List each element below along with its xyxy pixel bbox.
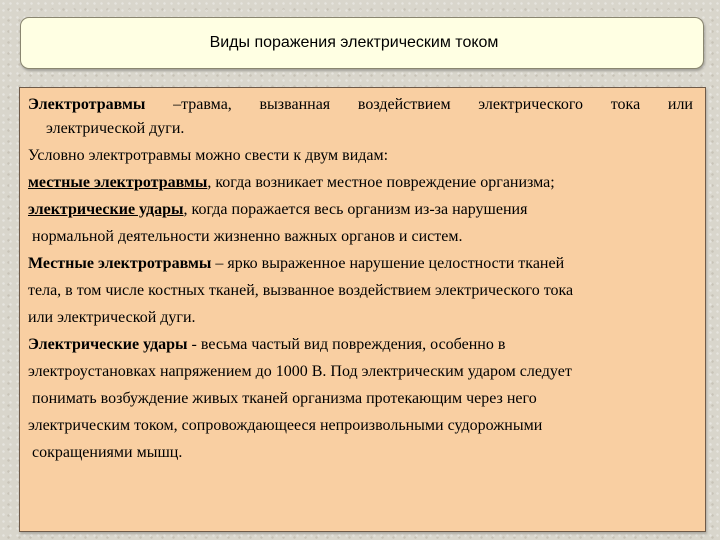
content-box: [19, 87, 706, 532]
term-electrotrauma: Электротравмы: [28, 96, 146, 113]
electric-shock-definition-line3: понимать возбуждение живых тканей организма протекающим через него: [32, 390, 537, 407]
term-local-electrotrauma-definition: Местные электротравмы: [28, 255, 212, 272]
classification-intro: Условно электротравмы можно свести к двум видам:: [28, 147, 389, 164]
local-electrotrauma-definition-text: – ярко выраженное нарушение целостности тканей: [211, 255, 565, 272]
local-electrotrauma-text: , когда возникает местное повреждение организма;: [207, 174, 555, 191]
local-electrotrauma-definition-line2: тела, в том числе костных тканей, вызванное воздействием электрического тока: [28, 282, 574, 299]
electric-shock-item: [28, 196, 527, 223]
term-electric-shock-definition: Электрические удары: [28, 336, 188, 353]
definition-electrotrauma-text: –травма, вызванная воздействием электрического тока или: [145, 96, 693, 113]
electric-shock-definition-text: - весьма частый вид повреждения, особенно в: [187, 336, 506, 353]
electric-shock-text: , когда поражается весь организм из-за нарушения: [183, 201, 528, 218]
local-electrotrauma-item: [28, 169, 555, 196]
electric-shock-definition-line1: [28, 331, 505, 358]
electric-shock-definition-line2: электроустановках напряжением до 1000 В. Под электрическим ударом следует: [28, 363, 572, 380]
electric-shock-definition-line4: электрическим током, сопровождающееся непроизвольными судорожными: [28, 417, 543, 434]
term-local-electrotrauma: местные электротравмы: [28, 174, 208, 191]
definition-electrotrauma-line2: электрической дуги.: [46, 120, 185, 137]
electric-shock-item-line2: нормальной деятельности жизненно важных органов и систем.: [32, 228, 463, 245]
electric-shock-definition-line5: сокращениями мышц.: [32, 444, 183, 461]
term-electric-shock: электрические удары: [28, 201, 184, 218]
slide-title-box: [20, 17, 704, 69]
local-electrotrauma-definition-line3: или электрической дуги.: [28, 309, 196, 326]
slide-title: Виды поражения электрическим током: [209, 34, 499, 51]
local-electrotrauma-definition-line1: [28, 250, 564, 277]
definition-electrotrauma-line1: [28, 91, 693, 118]
